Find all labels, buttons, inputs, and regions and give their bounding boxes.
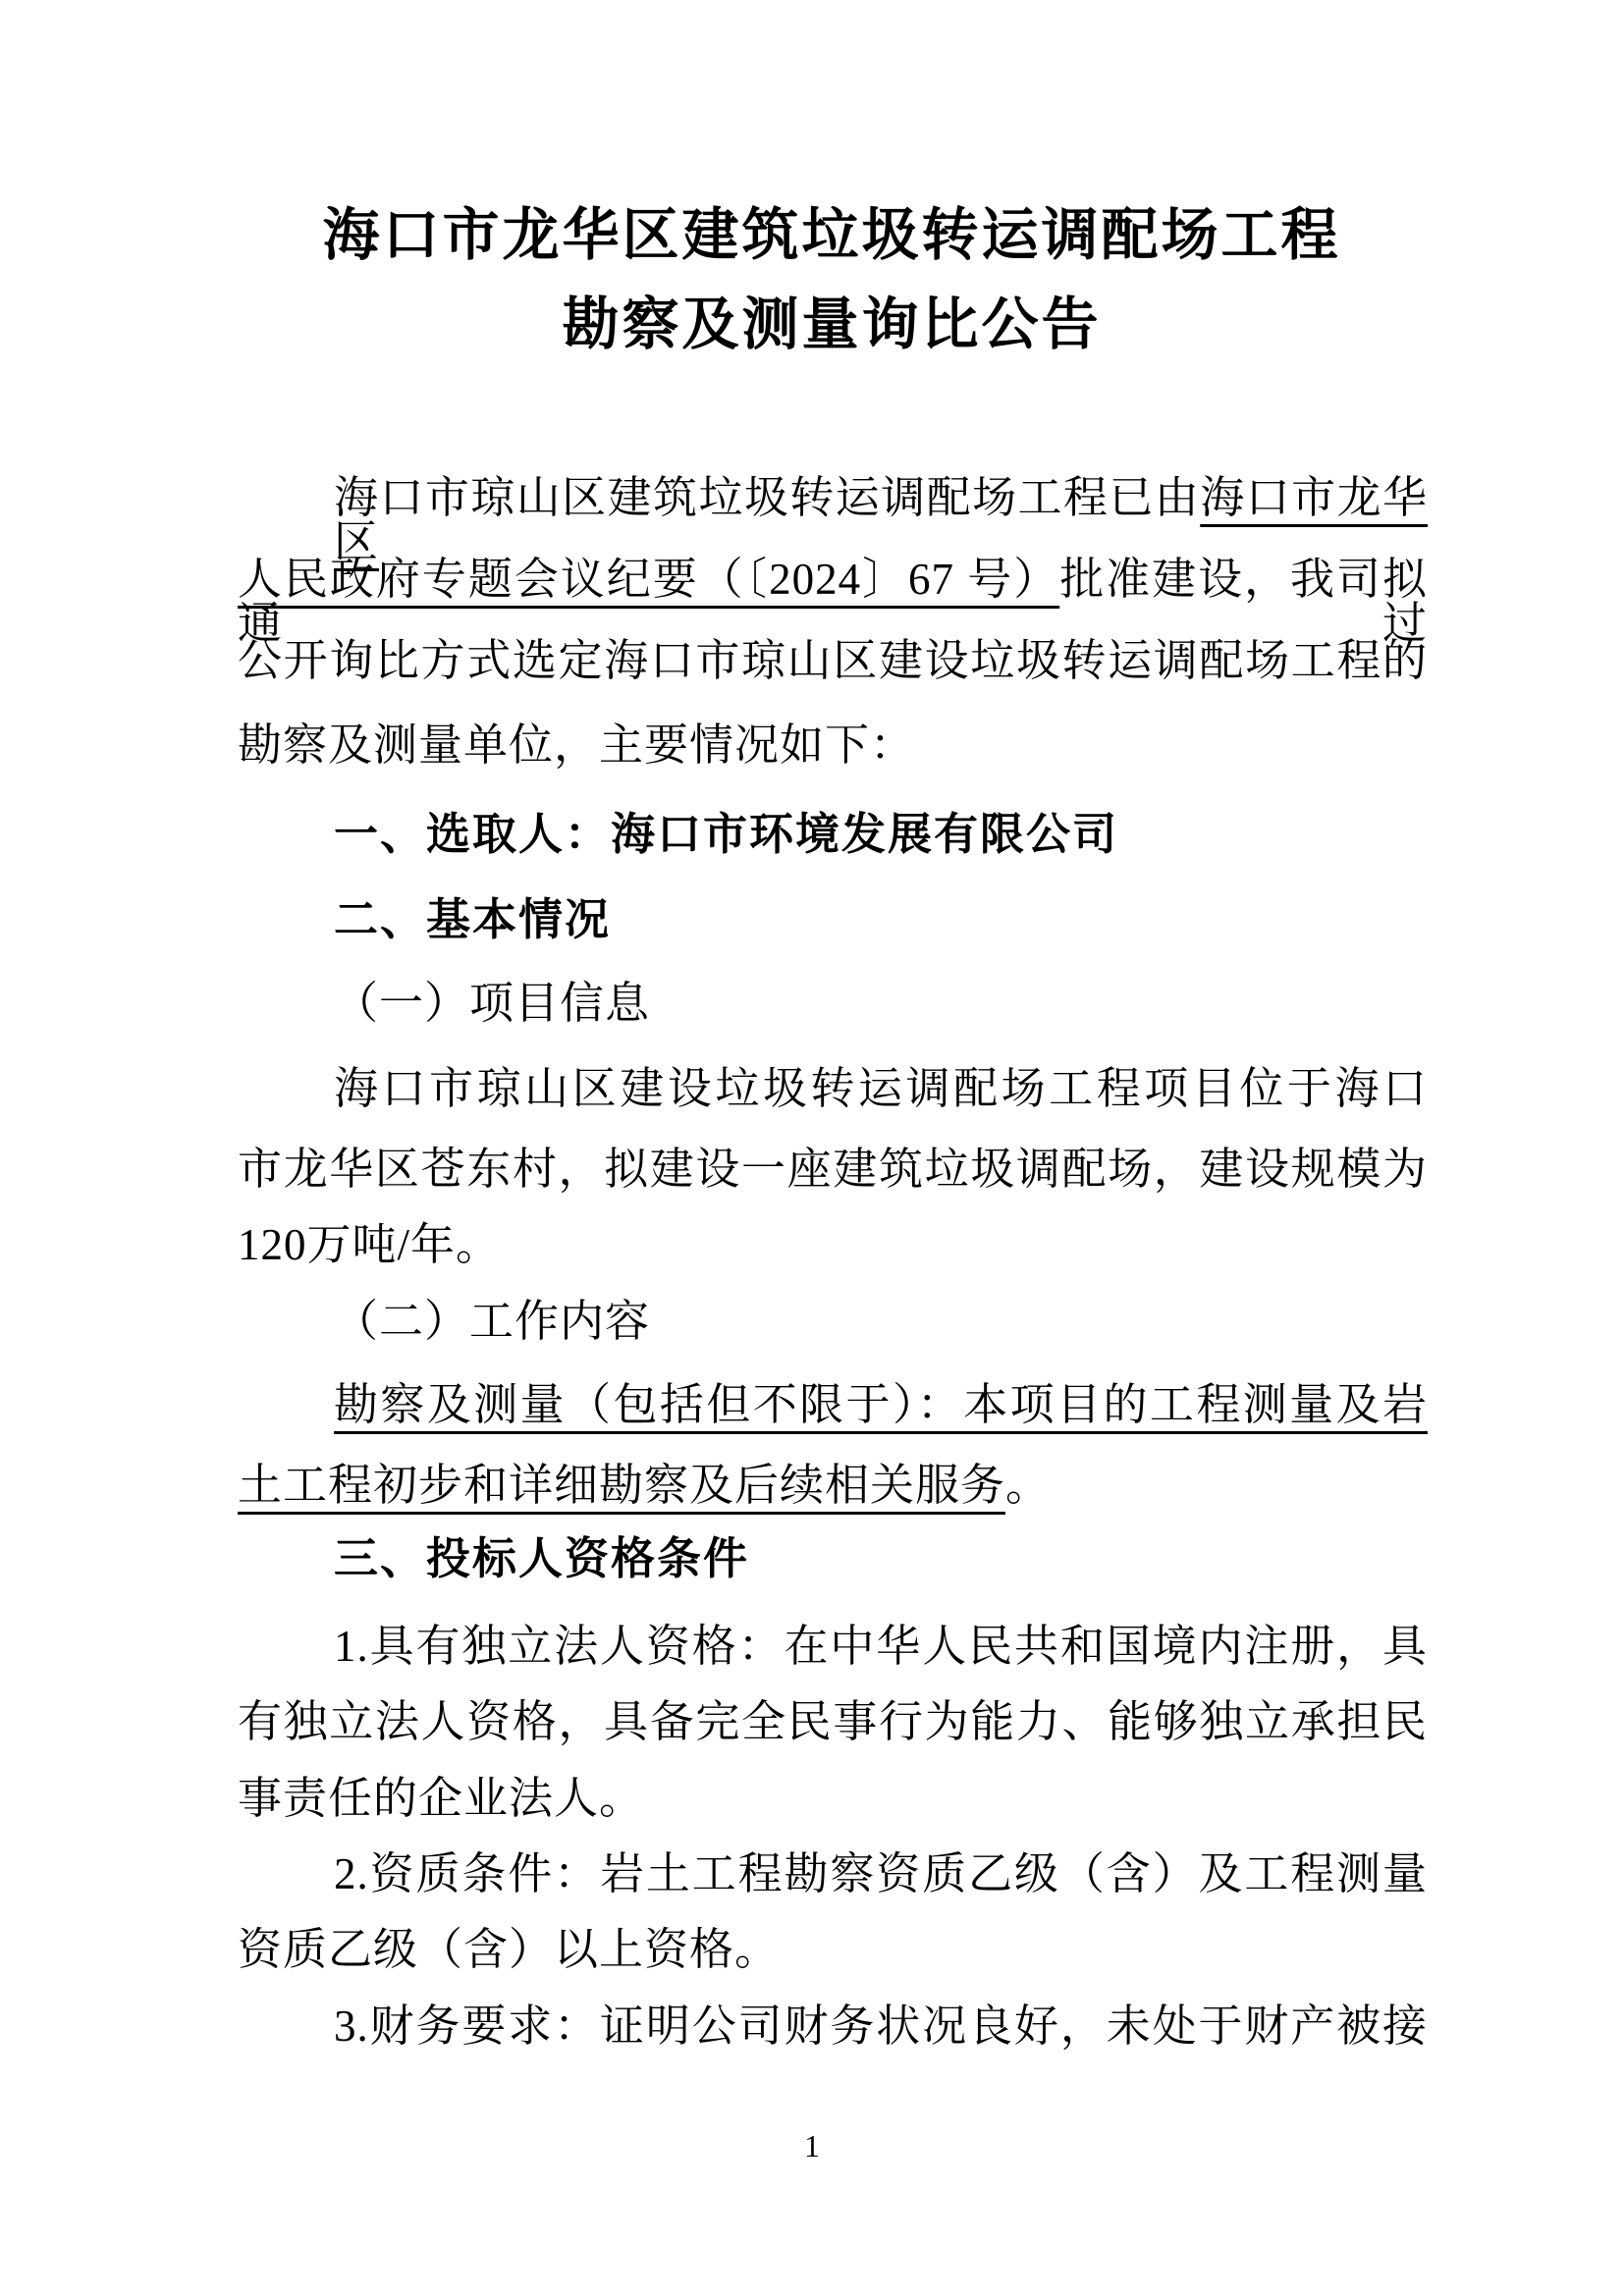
text-segment: 二、基本情况 [334,894,612,944]
text-segment: 资质乙级（含）以上资格。 [238,1925,781,1974]
text-segment: 市龙华区苍东村，拟建设一座建筑垃圾调配场，建设规模为 [238,1145,1428,1194]
body-line-16 [238,1697,1428,1746]
underlined-text-segment: 人民政府专题会议纪要（〔2024〕67 号） [238,555,1060,604]
body-line-2 [238,555,1428,648]
page-title-line-1: 海口市龙华区建筑垃圾转运调配场工程 [322,203,1341,267]
body-line-4 [238,723,1428,768]
section-heading-3 [334,1533,1428,1583]
text-segment: 有独立法人资格，具备完全民事行为能力、能够独立承担民 [238,1697,1428,1746]
text-segment: 海口市琼山区建设垃圾转运调配场工程项目位于海口 [334,1064,1428,1113]
page-title-line-2: 勘察及测量询比公告 [562,293,1102,356]
text-segment: 勘察及测量单位，主要情况如下： [238,721,916,770]
underlined-text-segment: 土工程初步和详细勘察及后续相关服务 [238,1461,1006,1510]
text-segment: 三、投标人资格条件 [334,1533,750,1583]
text-segment: 公开询比方式选定海口市琼山区建设垃圾转运调配场工程的 [238,636,1428,685]
body-line-12 [334,1380,1428,1429]
body-line-10 [238,1220,1428,1269]
section-heading-2 [334,894,1428,944]
text-segment: 1.具有独立法人资格：在中华人民共和国境内注册，具 [334,1622,1428,1671]
text-segment: （一）项目信息 [334,979,651,1028]
text-segment: 2.资质条件：岩土工程勘察资质乙级（含）及工程测量 [334,1849,1428,1898]
text-segment: 海口市琼山区建筑垃圾转运调配场工程已由 [334,473,1201,522]
text-segment: 批准建设，我司拟通过 [238,555,1428,648]
body-line-1 [334,473,1428,566]
body-line-17 [238,1774,1428,1823]
underlined-text-segment: 海口市龙华区 [334,473,1428,566]
text-segment: 120万吨/年。 [238,1220,502,1269]
section-heading-1 [334,809,1428,859]
body-line-20 [334,2004,1428,2049]
body-line-3 [238,636,1428,685]
subsection-heading-2 [334,1297,1428,1346]
body-line-19 [238,1925,1428,1974]
text-segment: 。 [1005,1461,1052,1510]
text-segment: 一、选取人：海口市环境发展有限公司 [334,809,1119,859]
text-segment: 事责任的企业法人。 [238,1774,645,1823]
body-line-9 [238,1145,1428,1194]
page-number: 1 [804,2128,820,2163]
underlined-text-segment: 勘察及测量（包括但不限于）：本项目的工程测量及岩 [334,1380,1428,1429]
text-segment: （二）工作内容 [334,1297,651,1346]
body-line-13 [238,1461,1428,1510]
text-segment: 3.财务要求：证明公司财务状况良好，未处于财产被接 [334,2002,1428,2051]
body-line-18 [334,1849,1428,1898]
body-line-8 [334,1064,1428,1113]
subsection-heading-1 [334,979,1428,1028]
body-line-15 [334,1622,1428,1671]
